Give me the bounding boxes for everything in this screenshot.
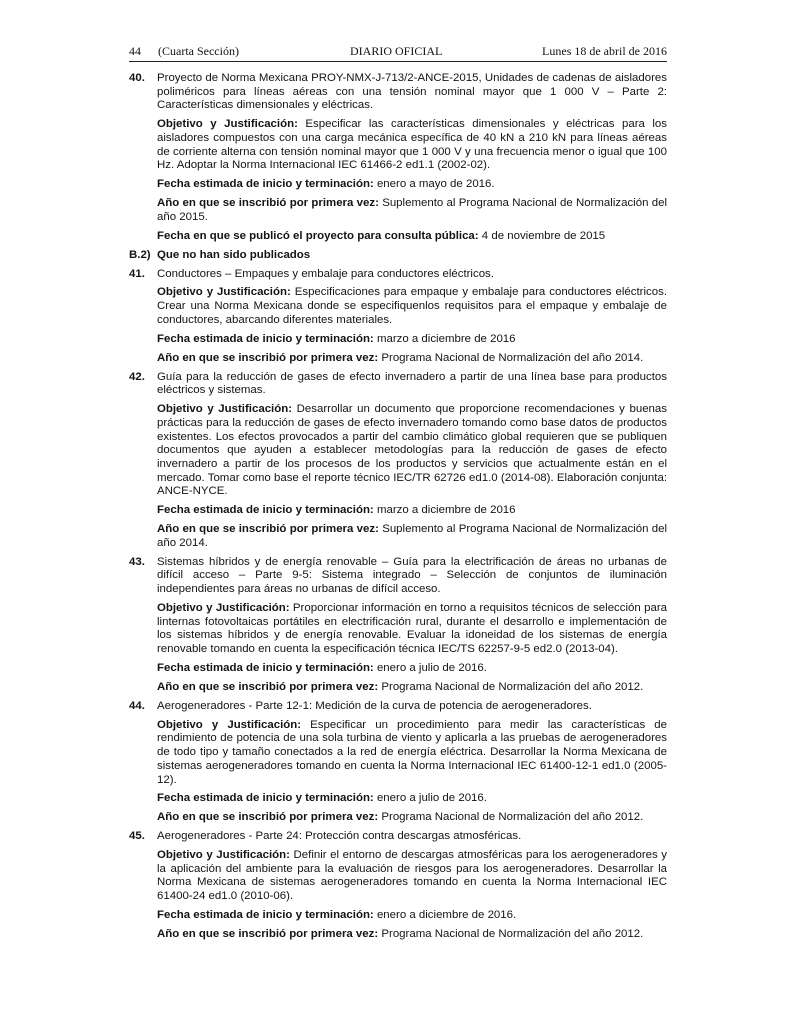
entry-42 — [129, 371, 667, 551]
dates-text: enero a julio de 2016. — [376, 792, 487, 805]
dates-label: Fecha estimada de inicio y terminación: — [157, 792, 374, 805]
dates-text: marzo a diciembre de 2016 — [376, 332, 516, 345]
year-label: Año en que se inscribió por primera vez: — [157, 351, 379, 364]
entry-41 — [129, 268, 667, 366]
entry-title: Sistemas híbridos y de energía renovable – Guía para la electrificación de áreas no urbanas de difícil acceso – Parte 9-5: Sistema integrado – Selección de conjuntos de iluminación independientes para áreas no urbanas de difícil acceso. — [157, 555, 667, 596]
entry-45 — [129, 830, 667, 941]
dates-paragraph — [157, 178, 667, 192]
dates-label: Fecha estimada de inicio y terminación: — [157, 504, 374, 517]
objective-paragraph — [157, 719, 667, 788]
year-label: Año en que se inscribió por primera vez: — [157, 927, 379, 940]
publication-paragraph — [157, 230, 667, 244]
objective-paragraph — [157, 849, 667, 904]
objective-label: Objetivo y Justificación: — [157, 286, 291, 299]
entry-title: Proyecto de Norma Mexicana PROY-NMX-J-713/2-ANCE-2015, Unidades de cadenas de aisladores poliméricos para líneas aéreas con una tensión nominal mayor que 1 000 V – Parte 2: Características dimensionales y eléctricas. — [157, 72, 667, 112]
entry-43 — [129, 556, 667, 695]
dates-paragraph — [157, 662, 667, 676]
year-label: Año en que se inscribió por primera vez: — [157, 197, 379, 210]
dates-paragraph — [157, 333, 667, 347]
publication-date: Lunes 18 de abril de 2016 — [542, 44, 667, 58]
section-number: B.2) — [129, 248, 151, 261]
publication-text: 4 de noviembre de 2015 — [481, 229, 606, 242]
objective-text: Definir el entorno de descargas atmosféricas para los aerogeneradores y la aplicación del ambiente para la evaluación de riesgos para los aerogeneradores. Desarrollar la Norma Mexicana de sistemas aerogeneradores tomando en cuenta la Norma Internacional IEC 61400-24 ed1.0 (2010-06). — [157, 849, 667, 903]
section-b2-heading — [129, 249, 667, 263]
objective-paragraph — [157, 403, 667, 499]
year-paragraph — [157, 197, 667, 224]
entry-number: 42. — [129, 370, 145, 383]
year-paragraph — [157, 352, 667, 366]
dates-paragraph — [157, 909, 667, 923]
section-label: (Cuarta Sección) — [158, 44, 239, 58]
page-number: 44 — [129, 44, 141, 58]
objective-paragraph — [157, 118, 667, 173]
page-header — [129, 44, 667, 60]
dates-text: enero a diciembre de 2016. — [376, 909, 517, 922]
entry-44 — [129, 700, 667, 825]
dates-text: enero a julio de 2016. — [376, 662, 487, 675]
dates-label: Fecha estimada de inicio y terminación: — [157, 178, 374, 191]
dates-text: enero a mayo de 2016. — [376, 178, 495, 191]
objective-paragraph — [157, 602, 667, 657]
entry-40 — [129, 72, 667, 243]
entry-title: Conductores – Empaques y embalaje para conductores eléctricos. — [157, 267, 494, 280]
entry-title: Aerogeneradores - Parte 24: Protección contra descargas atmosféricas. — [157, 830, 522, 843]
entry-title: Guía para la reducción de gases de efecto invernadero a partir de una línea base para productos eléctricos y sistemas. — [157, 370, 667, 397]
objective-text: Desarrollar un documento que proporcione recomendaciones y buenas prácticas para la reducción de gases de efecto invernadero tomando como base datos de productos existentes. Los efectos provocados a partir del cambio climático global requieren que se publiquen documentos que ayuden a establecer metodologías para la reducción de gases de efecto invernadero a partir de los procesos de los productos y servicios que actualmente están en el mercado. Tomar como base el reporte técnico IEC/TR 62726 ed1.0 (2014-08). Elaboración conjunta: ANCE-NYCE. — [157, 403, 668, 498]
dates-text: marzo a diciembre de 2016 — [376, 504, 516, 517]
section-title: Que no han sido publicados — [157, 248, 311, 261]
header-rule — [129, 61, 667, 62]
year-text: Programa Nacional de Normalización del año 2012. — [381, 927, 644, 940]
dates-paragraph — [157, 504, 667, 518]
year-text: Programa Nacional de Normalización del año 2014. — [381, 351, 644, 364]
entry-number: 45. — [129, 830, 145, 843]
objective-text: Proporcionar información en torno a requisitos técnicos de selección para linternas fotovoltaicas portátiles en electrificación rural, durante el desarrollo e implementación de los sistemas híbridos y de energía renovable. Evaluar la idoneidad de los sistemas de energía renovable tomando en cuenta la especificación técnica IEC/TS 62257-9-5 ed2.0 (2013-04). — [157, 602, 667, 656]
objective-text: Especificaciones para empaque y embalaje para conductores eléctricos. Crear una Norma Mexicana donde se especifiquenlos requisitos para el empaque y embalaje de conductores, abarcando diferentes materiales. — [157, 286, 667, 326]
objective-label: Objetivo y Justificación: — [157, 602, 290, 615]
objective-label: Objetivo y Justificación: — [157, 718, 302, 731]
year-paragraph — [157, 681, 667, 695]
year-label: Año en que se inscribió por primera vez: — [157, 680, 379, 693]
year-label: Año en que se inscribió por primera vez: — [157, 811, 379, 824]
dates-paragraph — [157, 792, 667, 806]
year-text: Programa Nacional de Normalización del año 2012. — [381, 811, 644, 824]
document-body — [129, 72, 667, 947]
objective-text: Especificar las características dimensionales y eléctricas para los aisladores compuestos con una carga mecánica específica de 40 kN a 210 kN para líneas aéreas de corriente alterna con tensión nominal mayor que 1 000 V y una frecuencia menor o igual que 100 Hz. Adoptar la Norma Internacional IEC 61466-2 ed1.1 (2002-02). — [157, 118, 668, 172]
entry-number: 43. — [129, 555, 145, 568]
dates-label: Fecha estimada de inicio y terminación: — [157, 662, 374, 675]
dates-label: Fecha estimada de inicio y terminación: — [157, 909, 374, 922]
objective-label: Objetivo y Justificación: — [157, 403, 293, 416]
year-paragraph — [157, 928, 667, 942]
year-label: Año en que se inscribió por primera vez: — [157, 523, 379, 536]
objective-text: Especificar un procedimiento para medir las características de rendimiento de potencia de una sola turbina de viento y aplicarla a las pruebas de aerogeneradores de todo tipo y tamaño conectados a la red de energía eléctrica. Desarrollar la Norma Mexicana de sistemas aerogeneradores tomando en cuenta la Norma Internacional IEC 61400-12-1 ed1.0 (2005-12). — [157, 718, 667, 786]
publication-label: Fecha en que se publicó el proyecto para consulta pública: — [157, 229, 479, 242]
year-paragraph — [157, 523, 667, 550]
entry-number: 44. — [129, 699, 145, 712]
entry-number: 40. — [129, 72, 145, 84]
entry-title: Aerogeneradores - Parte 12-1: Medición de la curva de potencia de aerogeneradores. — [157, 699, 592, 712]
year-text: Suplemento al Programa Nacional de Normalización del año 2015. — [157, 197, 667, 223]
year-text: Programa Nacional de Normalización del año 2012. — [381, 680, 644, 693]
entry-number: 41. — [129, 267, 145, 280]
publication-title: DIARIO OFICIAL — [350, 44, 443, 58]
dates-label: Fecha estimada de inicio y terminación: — [157, 332, 374, 345]
objective-paragraph — [157, 286, 667, 327]
year-text: Suplemento al Programa Nacional de Normalización del año 2014. — [157, 523, 667, 549]
year-paragraph — [157, 811, 667, 825]
objective-label: Objetivo y Justificación: — [157, 118, 298, 131]
objective-label: Objetivo y Justificación: — [157, 849, 290, 862]
